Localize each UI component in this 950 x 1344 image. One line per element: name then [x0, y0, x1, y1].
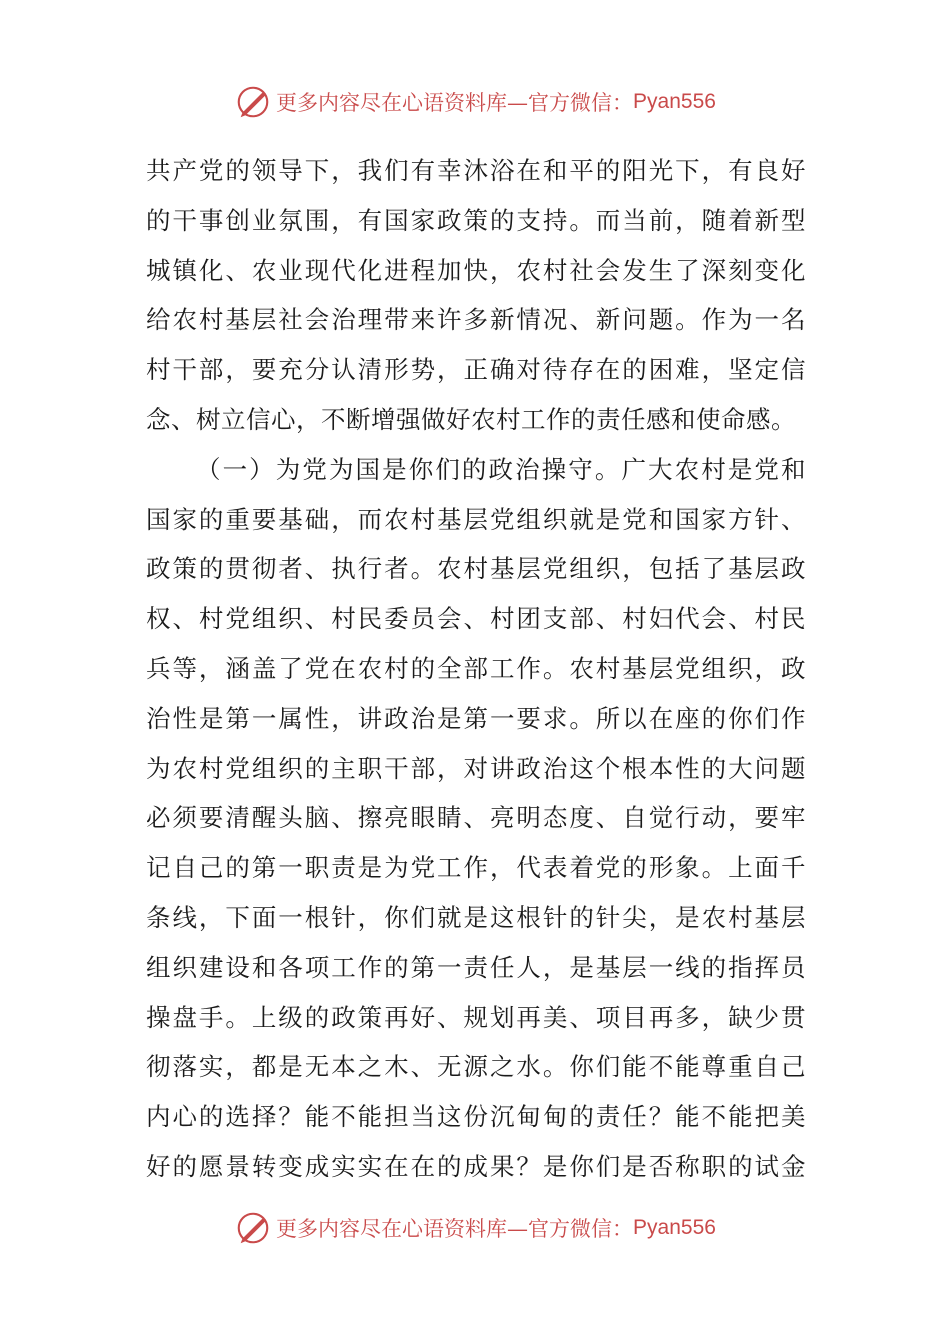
paragraph	[146, 445, 806, 1192]
section-heading-line: （一）为党为国是你们的政治操守。广大农村是党和	[196, 454, 806, 484]
text-line: 共产党的领导下，我们有幸沐浴在和平的阳光下，有良好	[146, 156, 806, 185]
text-line: 的干事创业氛围，有国家政策的支持。而当前，随着新型	[146, 205, 806, 235]
pen-logo-icon	[234, 1209, 272, 1247]
document-body	[146, 146, 806, 1192]
text-line: 念、树立信心，不断增强做好农村工作的责任感和使命感。	[146, 404, 796, 434]
watermark-banner-top	[0, 80, 950, 124]
watermark-text: 更多内容尽在心语资料库—官方微信：	[276, 1217, 634, 1241]
text-line: 治性是第一属性，讲政治是第一要求。所以在座的你们作	[146, 703, 806, 733]
text-line: 为农村党组织的主职干部，对讲政治这个根本性的大问题	[146, 753, 806, 783]
text-line: 必须要清醒头脑、擦亮眼睛、亮明态度、自觉行动，要牢	[146, 803, 806, 833]
watermark-text: 更多内容尽在心语资料库—官方微信：	[276, 91, 634, 115]
text-line: 国家的重要基础，而农村基层党组织就是党和国家方针、	[146, 504, 806, 534]
text-line: 政策的贯彻者、执行者。农村基层党组织，包括了基层政	[146, 554, 806, 584]
text-line: 内心的选择？能不能担当这份沉甸甸的责任？能不能把美	[146, 1102, 806, 1132]
text-line: 好的愿景转变成实实在在的成果？是你们是否称职的试金	[146, 1151, 806, 1181]
text-line: 兵等，涵盖了党在农村的全部工作。农村基层党组织，政	[146, 653, 806, 683]
text-line: 给农村基层社会治理带来许多新情况、新问题。作为一名	[146, 305, 806, 335]
text-line: 条线，下面一根针，你们就是这根针的针尖，是农村基层	[146, 902, 806, 932]
paragraph	[146, 146, 806, 445]
text-line: 村干部，要充分认清形势，正确对待存在的困难，坚定信	[146, 355, 806, 385]
text-line: 操盘手。上级的政策再好、规划再美、项目再多，缺少贯	[146, 1002, 806, 1032]
text-line: 彻落实，都是无本之木、无源之水。你们能不能尊重自己	[146, 1052, 806, 1082]
text-line: 组织建设和各项工作的第一责任人，是基层一线的指挥员	[146, 952, 806, 982]
text-line: 记自己的第一职责是为党工作，代表着党的形象。上面千	[146, 853, 806, 883]
watermark-wechat-id: Pyan556	[633, 90, 716, 113]
pen-logo-icon	[234, 83, 272, 121]
watermark-banner-bottom	[0, 1206, 950, 1250]
watermark-wechat-id: Pyan556	[633, 1216, 716, 1239]
text-line: 权、村党组织、村民委员会、村团支部、村妇代会、村民	[146, 604, 806, 634]
text-line: 城镇化、农业现代化进程加快，农村社会发生了深刻变化	[146, 255, 806, 285]
